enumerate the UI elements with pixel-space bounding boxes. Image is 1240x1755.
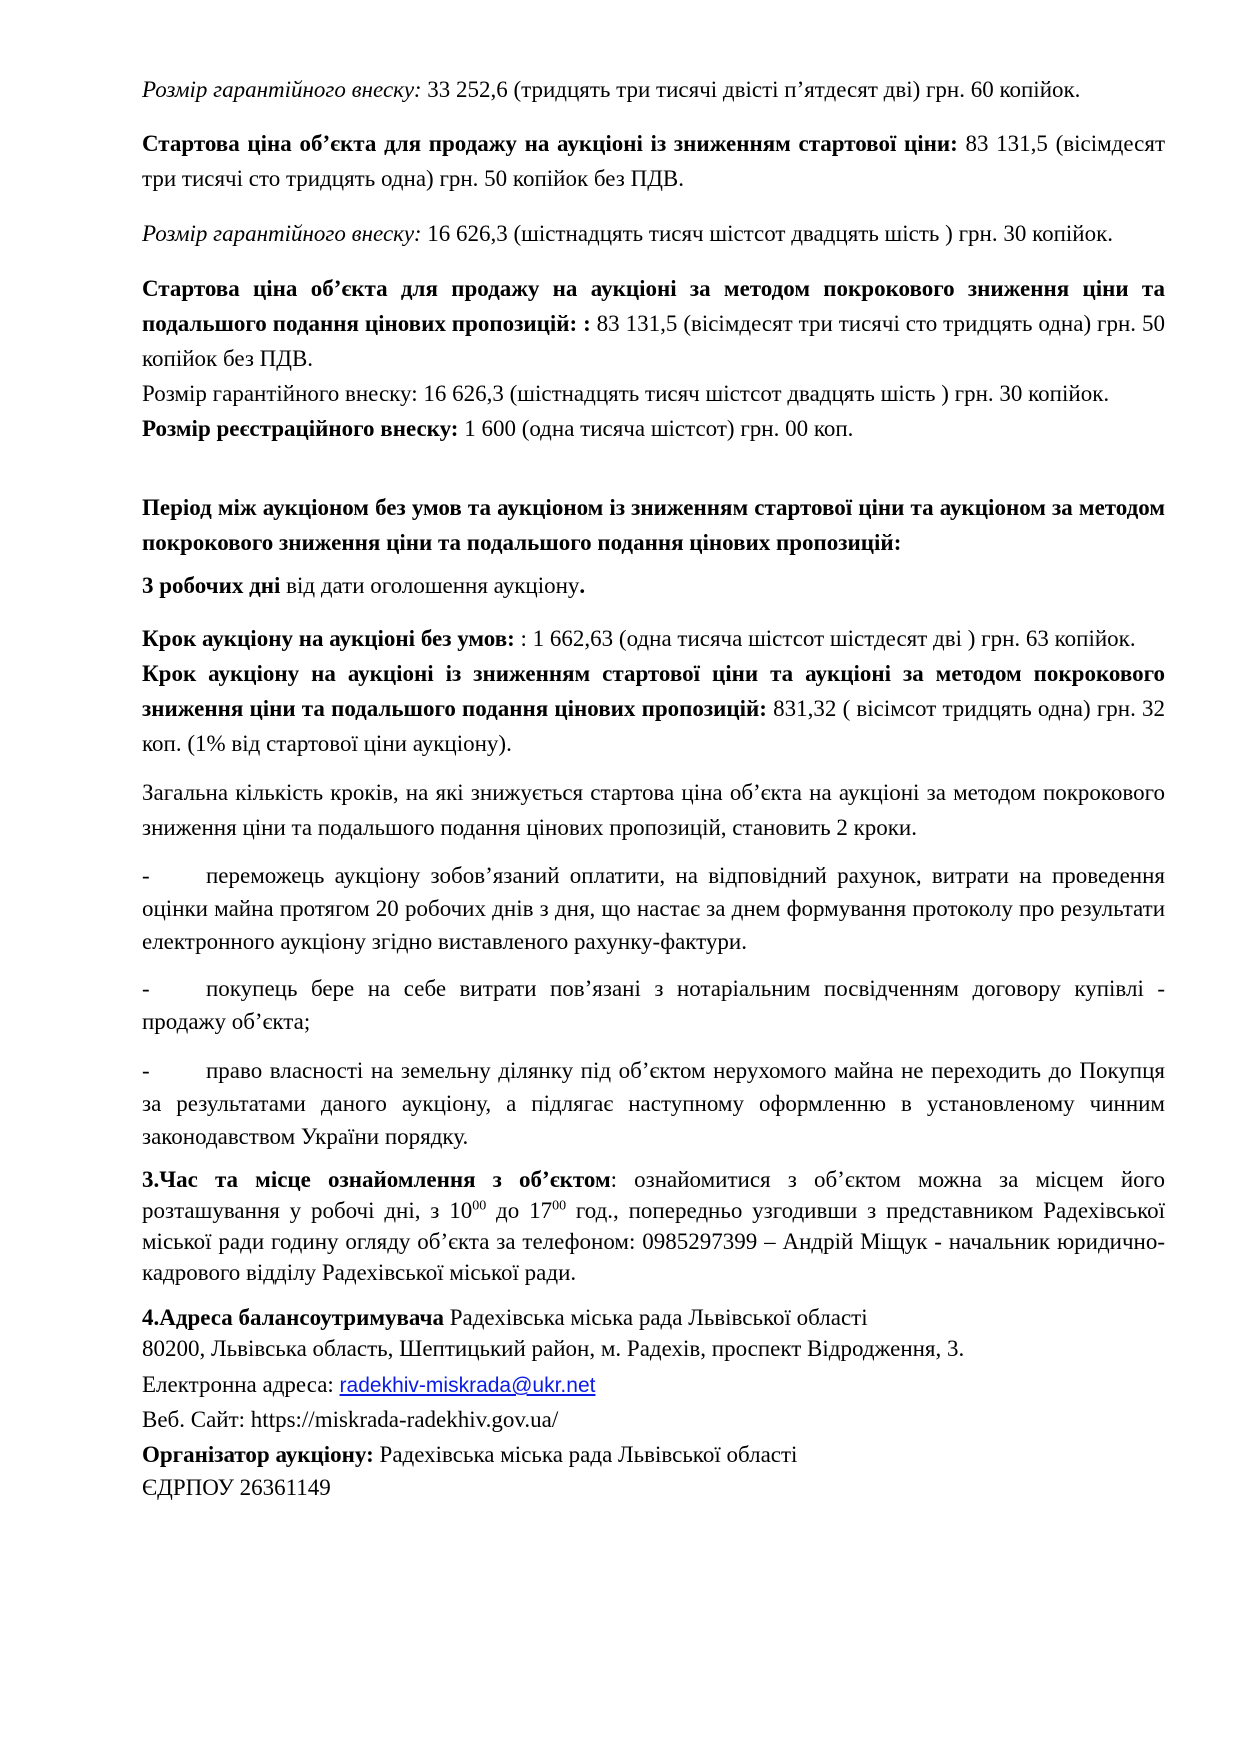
- guarantee-fee-3-text: Розмір гарантійного внеску: 16 626,3 (шістнадцять тисяч шістсот двадцять шість ) грн. 30 копійок.: [142, 381, 1110, 406]
- paragraph-auction-organizer: [142, 1438, 1165, 1471]
- paragraph-auction-step-reduction: [142, 656, 1165, 761]
- section-balance-holder-address: [142, 1302, 1165, 1364]
- auction-step-no-conditions-label: Крок аукціону на аукціоні без умов:: [142, 626, 515, 651]
- auction-step-reduction-label: Крок аукціону на аукціоні із зниженням стартової ціни та аукціоні за методом покрокового зниження ціни та подальшого подання цінових пропозицій:: [142, 661, 1165, 721]
- auction-organizer-value: Радехівська міська рада Львівської області: [373, 1442, 798, 1467]
- time-superscript-from: 00: [472, 1198, 487, 1214]
- guarantee-fee-2-value: 16 626,3 (шістнадцять тисяч шістсот двадцять шість ) грн. 30 копійок.: [421, 221, 1114, 246]
- balance-holder-value: Радехівська міська рада Львівської області: [443, 1305, 868, 1330]
- paragraph-land-ownership: [142, 1054, 1165, 1153]
- balance-holder-label: 4.Адреса балансоутримувача: [142, 1305, 444, 1330]
- registration-fee-label: Розмір реєстраційного внеску:: [142, 416, 459, 441]
- paragraph-website: [142, 1403, 1165, 1436]
- postal-address-text: 80200, Львівська область, Шептицький район, м. Радехів, проспект Відродження, 3.: [142, 1336, 965, 1361]
- list-dash: -: [142, 1058, 150, 1083]
- registration-fee-value: 1 600 (одна тисяча шістсот) грн. 00 коп.: [458, 416, 854, 441]
- winner-obligation-text: переможець аукціону зобов’язаний оплатити, на відповідний рахунок, витрати на проведення оцінки майна протягом 20 робочих днів з дня, що настає за днем формування протоколу про результати електронного аукціону згідно виставленого рахунку-фактури.: [142, 863, 1165, 954]
- auction-step-no-conditions-value: : 1 662,63 (одна тисяча шістсот шістдесят дві ) грн. 63 копійок.: [514, 626, 1136, 651]
- paragraph-email: [142, 1368, 1165, 1402]
- viewing-details-3: год., попередньо узгодивши з представником Радехівської міської ради годину огляду об’єкта за телефоном: 0985297399 – Андрій Міщук - начальник юридично-кадрового відділу Радехівської міської ради.: [142, 1198, 1165, 1285]
- working-days-period: .: [579, 573, 586, 598]
- paragraph-postal-address: [142, 1333, 1165, 1364]
- paragraph-stepwise-start-price: [142, 271, 1165, 376]
- paragraph-guarantee-fee-1: [142, 72, 1165, 107]
- viewing-details-1: : ознайомитися з об’єктом можна за місцем його розташування у робочі дні, з 10: [142, 1167, 1165, 1223]
- edrpou-code: ЄДРПОУ 26361149: [142, 1475, 331, 1500]
- guarantee-fee-1-value: 33 252,6 (тридцять три тисячі двісті п’ятдесят дві) грн. 60 копійок.: [421, 77, 1081, 102]
- paragraph-winner-obligation: [142, 859, 1165, 958]
- paragraph-total-steps: [142, 775, 1165, 845]
- stepwise-start-price-label: Стартова ціна об’єкта для продажу на аукціоні за методом покрокового зниження ціни та подальшого подання цінових пропозицій: :: [142, 276, 1165, 336]
- time-superscript-to: 00: [552, 1198, 567, 1214]
- start-price-reduction-value: 83 131,5 (вісімдесят три тисячі сто тридцять одна) грн. 50 копійок без ПДВ.: [142, 131, 1165, 191]
- list-dash: -: [142, 863, 150, 888]
- paragraph-registration-fee: [142, 411, 1165, 446]
- website-text: Веб. Сайт: https://miskrada-radekhiv.gov.ua/: [142, 1407, 559, 1432]
- stepwise-start-price-value: 83 131,5 (вісімдесят три тисячі сто тридцять одна) грн. 50 копійок без ПДВ.: [142, 311, 1165, 371]
- email-link[interactable]: radekhiv-miskrada@ukr.net: [339, 1374, 596, 1397]
- period-between-auctions-text: Період між аукціоном без умов та аукціоном із зниженням стартової ціни та аукціоном за методом покрокового зниження ціни та подальшого подання цінових пропозицій:: [142, 495, 1165, 555]
- paragraph-start-price-reduction: [142, 126, 1165, 196]
- section-stepwise-price: [142, 271, 1165, 446]
- guarantee-fee-1-label: Розмір гарантійного внеску:: [142, 77, 422, 102]
- buyer-expenses-text: покупець бере на себе витрати пов’язані з нотаріальним посвідченням договору купівлі - продажу об’єкта;: [142, 976, 1165, 1034]
- viewing-details-2: до 17: [486, 1198, 553, 1223]
- section-auction-steps: [142, 621, 1165, 761]
- list-dash: -: [142, 976, 150, 1001]
- viewing-time-place-label: 3.Час та місце ознайомлення з об’єктом: [142, 1167, 611, 1192]
- email-label: Електронна адреса:: [142, 1372, 340, 1397]
- auction-organizer-label: Організатор аукціону:: [142, 1442, 374, 1467]
- paragraph-viewing-time-place: [142, 1164, 1165, 1288]
- start-price-reduction-label: Стартова ціна об’єкта для продажу на аукціоні із зниженням стартової ціни:: [142, 131, 958, 156]
- working-days-count: 3 робочих дні: [142, 573, 281, 598]
- paragraph-buyer-expenses: [142, 972, 1165, 1038]
- paragraph-period-between-auctions: [142, 490, 1165, 560]
- total-steps-text: Загальна кількість кроків, на які знижується стартова ціна об’єкта на аукціоні за методом покрокового зниження ціни та подальшого подання цінових пропозицій, становить 2 кроки.: [142, 780, 1165, 840]
- land-ownership-text: право власності на земельну ділянку під об’єктом нерухомого майна не переходить до Покупця за результатами даного аукціону, а підлягає наступному оформленню в установленому чинним законодавством України порядку.: [142, 1058, 1165, 1149]
- paragraph-working-days: [142, 568, 1165, 603]
- paragraph-guarantee-fee-2: [142, 216, 1165, 251]
- working-days-text: від дати оголошення аукціону: [280, 573, 580, 598]
- paragraph-guarantee-fee-3: [142, 376, 1165, 411]
- paragraph-balance-holder: [142, 1302, 1165, 1333]
- guarantee-fee-2-label: Розмір гарантійного внеску:: [142, 221, 422, 246]
- paragraph-auction-step-no-conditions: [142, 621, 1165, 656]
- auction-step-reduction-value: 831,32 ( вісімсот тридцять одна) грн. 32 коп. (1% від стартової ціни аукціону).: [142, 696, 1166, 756]
- paragraph-edrpou: [142, 1471, 1165, 1504]
